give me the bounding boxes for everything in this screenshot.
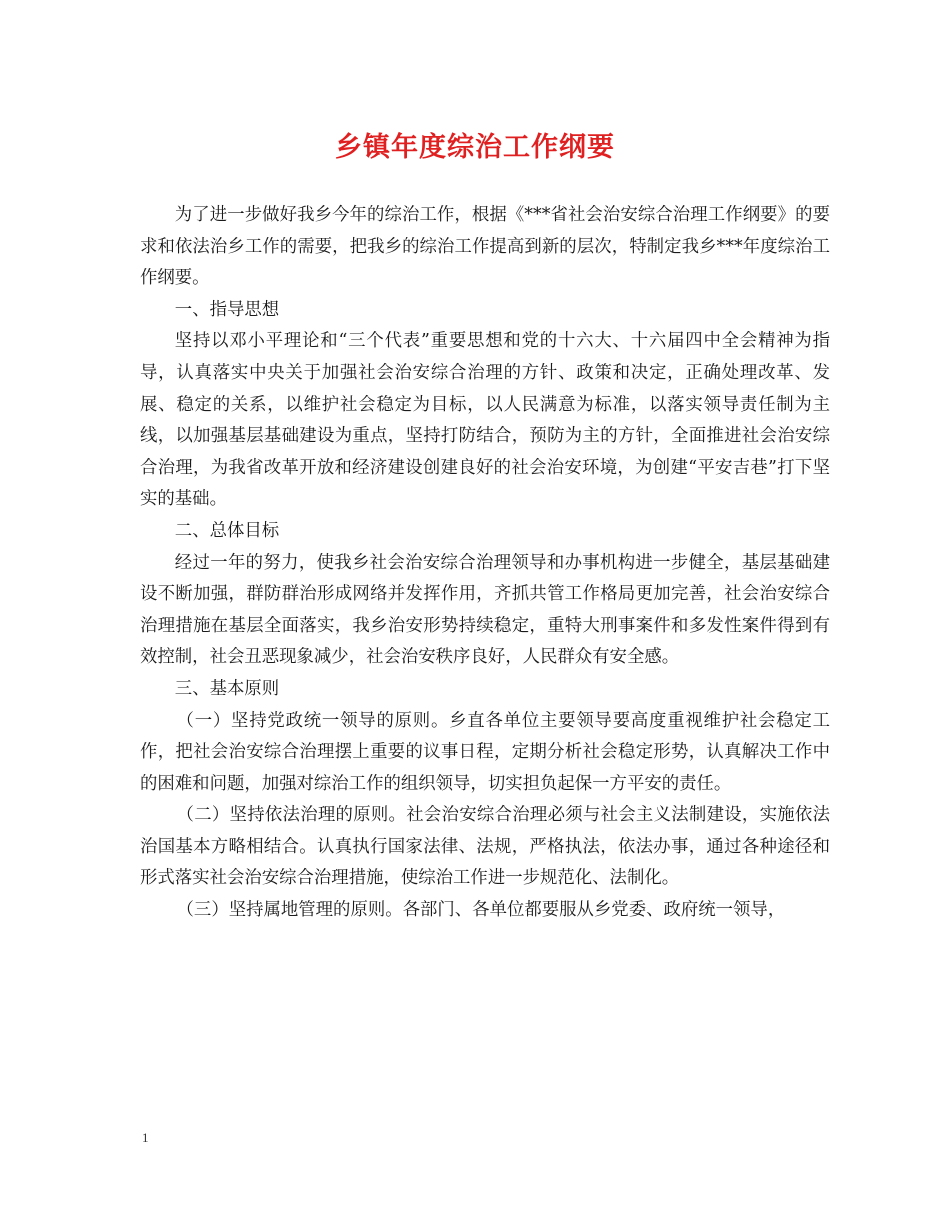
principle-1-paragraph: （一）坚持党政统一领导的原则。乡直各单位主要领导要高度重视维护社会稳定工作，把社会治安综合治理摆上重要的议事日程，定期分析社会稳定形势，认真解决工作中的困难和问题，加强对综治工作的组织领导，切实担负起保一方平安的责任。 xyxy=(140,710,830,794)
guiding-ideology-paragraph: 坚持以邓小平理论和“三个代表”重要思想和党的十六大、十六届四中全会精神为指导，认真落实中央关于加强社会治安综合治理的方针、政策和决定，正确处理改革、发展、稳定的关系，以维护社会稳定为目标，以人民满意为标准，以落实领导责任制为主线，以加强基层基础建设为重点，坚持打防结合，预防为主的方针，全面推进社会治安综合治理，为我省改革开放和经济建设创建良好的社会治安环境，为创建“平安吉巷”打下坚实的基础。 xyxy=(140,331,830,510)
section-heading-basic-principles: 三、基本原则 xyxy=(174,678,280,699)
document-title: 乡镇年度综治工作纲要 xyxy=(335,132,615,163)
section-heading-overall-goal: 二、总体目标 xyxy=(174,520,280,541)
section-heading-guiding-ideology: 一、指导思想 xyxy=(174,299,280,320)
intro-paragraph: 为了进一步做好我乡今年的综治工作，根据《***省社会治安综合治理工作纲要》的要求和依法治乡工作的需要，把我乡的综治工作提高到新的层次，特制定我乡***年度综治工作纲要。 xyxy=(140,205,830,289)
principle-2-paragraph: （二）坚持依法治理的原则。社会治安综合治理必须与社会主义法制建设，实施依法治国基本方略相结合。认真执行国家法律、法规，严格执法，依法办事，通过各种途径和形式落实社会治安综合治理措施，使综治工作进一步规范化、法制化。 xyxy=(140,805,830,889)
principle-3-paragraph: （三）坚持属地管理的原则。各部门、各单位都要服从乡党委、政府统一领导， xyxy=(176,900,786,921)
document-body xyxy=(140,200,830,927)
overall-goal-paragraph: 经过一年的努力，使我乡社会治安综合治理领导和办事机构进一步健全，基层基础建设不断加强，群防群治形成网络并发挥作用，齐抓共管工作格局更加完善，社会治安综合治理措施在基层全面落实，我乡治安形势持续稳定，重特大刑事案件和多发性案件得到有效控制，社会丑恶现象减少，社会治安秩序良好，人民群众有安全感。 xyxy=(140,552,830,668)
page-number: 1 xyxy=(142,1130,149,1145)
